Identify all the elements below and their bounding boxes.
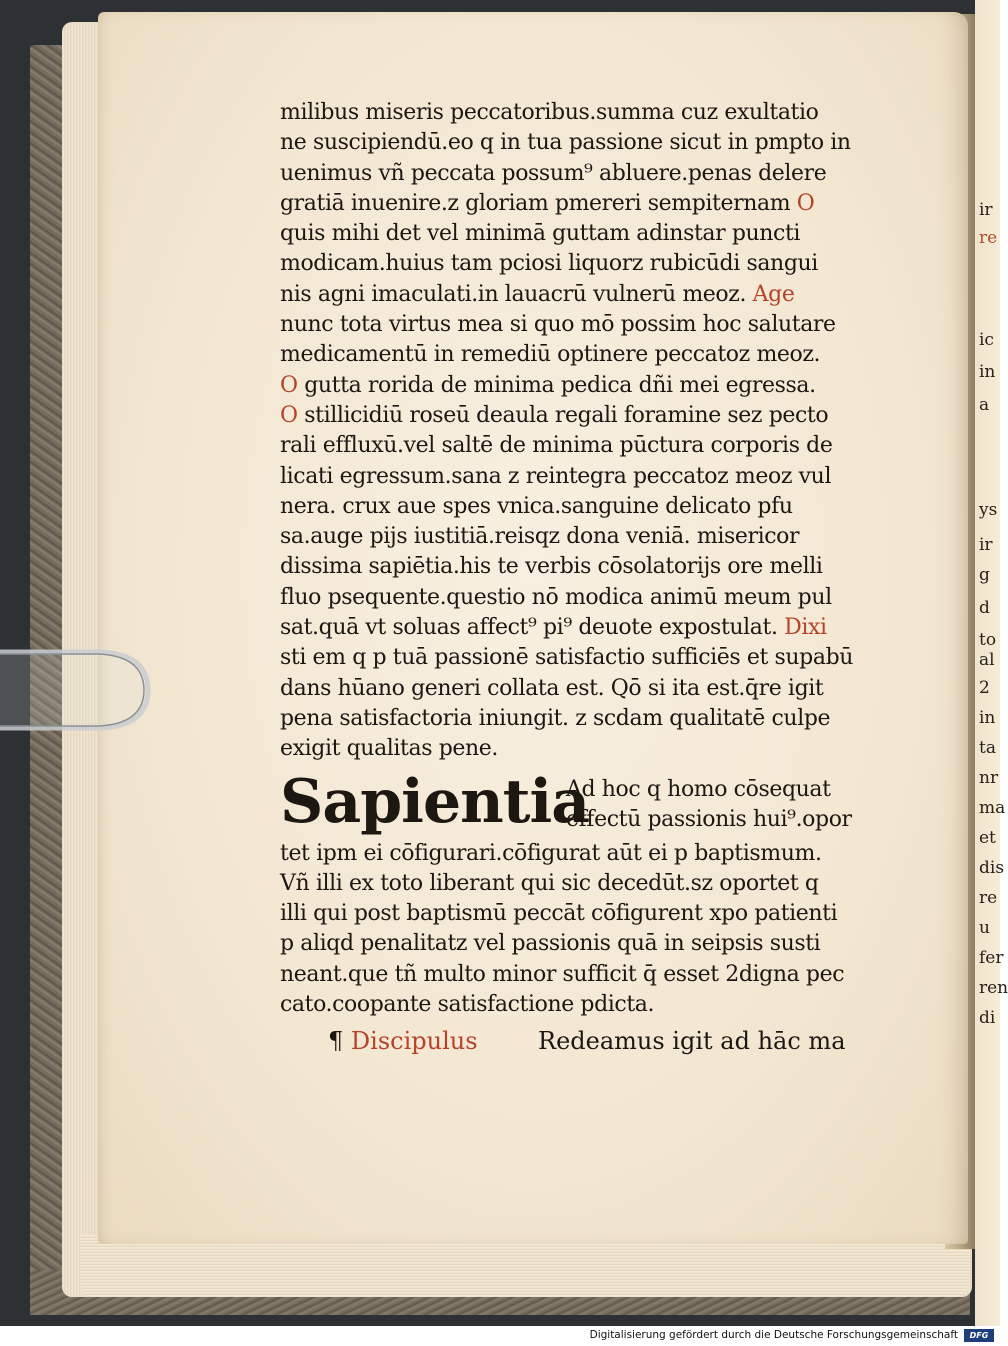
facing-fragment: u [979,918,990,938]
rubric-initial: Age [752,281,795,307]
facing-fragment: et [979,828,996,848]
footer-bar [0,1326,1000,1346]
text-line: pena satisfactoria iniungit. z scdam qualitatē culpe [280,705,831,731]
text-line: gratiā inuenire.z gloriam pmereri sempiternam O [280,190,815,216]
facing-fragment: 2 [979,678,990,698]
text-line: rali effluxū.vel saltē de minima pūctura corporis de [280,433,833,459]
facing-fragment: ys [979,500,998,520]
facing-fragment: ta [979,738,996,758]
text-line: illi qui post baptismū peccāt cōfigurent xpo patienti [280,901,838,927]
facing-fragment: re [979,228,998,248]
facing-fragment: al [979,650,995,670]
heading-side-text [566,775,866,836]
facing-fragment: re [979,888,998,908]
text-line: sti em q p tuā passionē satisfactio sufficiēs et supabū [280,645,854,671]
text-line: O stillicidiū roseū deaula regali foramine sez pecto [280,402,829,428]
rubric-initial: Dixi [784,615,827,641]
text-line: milibus miseris peccatoribus.summa cuz exultatio [280,100,819,125]
dfg-logo: DFG [964,1329,994,1342]
text-line: neant.que tñ multo minor sufficit q̄ esset 2digna pec [280,961,845,987]
page-text [280,98,870,1060]
text-line: dans hūano generi collata est. Qō si ita est.q̄re igit [280,675,824,701]
funding-credit: Digitalisierung gefördert durch die Deutsche Forschungsgemeinschaft [589,1329,958,1341]
text-line: dissima sapiētia.his te verbis cōsolatorijs ore melli [280,554,823,580]
text-line: tet ipm ei cōfigurari.cōfigurat aūt ei p baptismum. [280,840,822,866]
facing-fragment: d [979,598,990,618]
text-line: O gutta rorida de minima pedica dñi mei egressa. [280,372,816,398]
speaker-line [280,1024,870,1060]
speaker-name: Discipulus [350,1027,478,1056]
text-line: nunc tota virtus mea si quo mō possim hoc salutare [280,312,836,338]
facing-fragment: ir [979,535,993,555]
facing-fragment: fer [979,948,1004,968]
facing-fragment: g [979,565,990,585]
facing-fragment: in [979,362,996,382]
text-line: uenimus vñ peccata possum⁹ abluere.penas delere [280,160,827,186]
facing-fragment: a [979,395,990,415]
facing-fragment: nr [979,768,999,788]
speaker-label [328,1026,478,1056]
text-line: quis mihi det vel minimā guttam adinstar puncti [280,221,801,247]
section-heading-row [280,766,870,839]
facing-page [975,0,1008,1326]
facing-fragment: ic [979,330,994,350]
text-line: Ad hoc q homo cōsequat [566,776,831,802]
facing-fragment: to [979,630,997,650]
text-line: ne suscipiendū.eo q in tua passione sicut in pmpto in [280,130,851,156]
text-line: cato.coopante satisfactione pdicta. [280,992,655,1018]
section-heading: Sapientia [280,766,590,837]
facing-fragment: ir [979,200,993,220]
text-line: sa.auge pijs iustitiā.reisqz dona veniā. misericor [280,524,800,550]
speaker-text: Redeamus igit ad hāc ma [538,1027,846,1056]
text-line: Vñ illi ex toto liberant qui sic decedūt.sz oportet q [280,870,819,896]
text-line: nis agni imaculati.in lauacrū vulnerū meoz. Age [280,281,795,307]
rubric-initial: O [280,402,298,428]
text-line: medicamentū in remediū optinere peccatoz meoz. [280,342,821,368]
text-line: modicam.huius tam pciosi liquorz rubicūdi sangui [280,251,818,277]
text-line: effectū passionis hui⁹.opor [566,806,852,832]
page-edges-bottom [80,1235,970,1297]
text-line: exigit qualitas pene. [280,736,498,762]
facing-fragment: ren [979,978,1008,998]
text-line: fluo psequente.questio nō modica animū meum pul [280,584,832,610]
rubric-initial: O [280,372,298,398]
text-line: licati egressum.sana z reintegra peccatoz meoz vul [280,463,832,489]
facing-fragment: ma [979,798,1006,818]
text-line: nera. crux aue spes vnica.sanguine delicato pfu [280,493,793,519]
page-holder-clip [0,640,152,740]
text-line: p aliqd penalitatz vel passionis quā in seipsis susti [280,931,821,957]
text-line: sat.quā vt soluas affect⁹ pi⁹ deuote expostulat. Dixi [280,615,827,641]
facing-fragment: dis [979,858,1005,878]
paragraph-mark: ¶ [328,1027,344,1056]
facing-fragment: in [979,708,996,728]
rubric-initial: O [796,190,815,216]
facing-fragment: di [979,1008,996,1028]
